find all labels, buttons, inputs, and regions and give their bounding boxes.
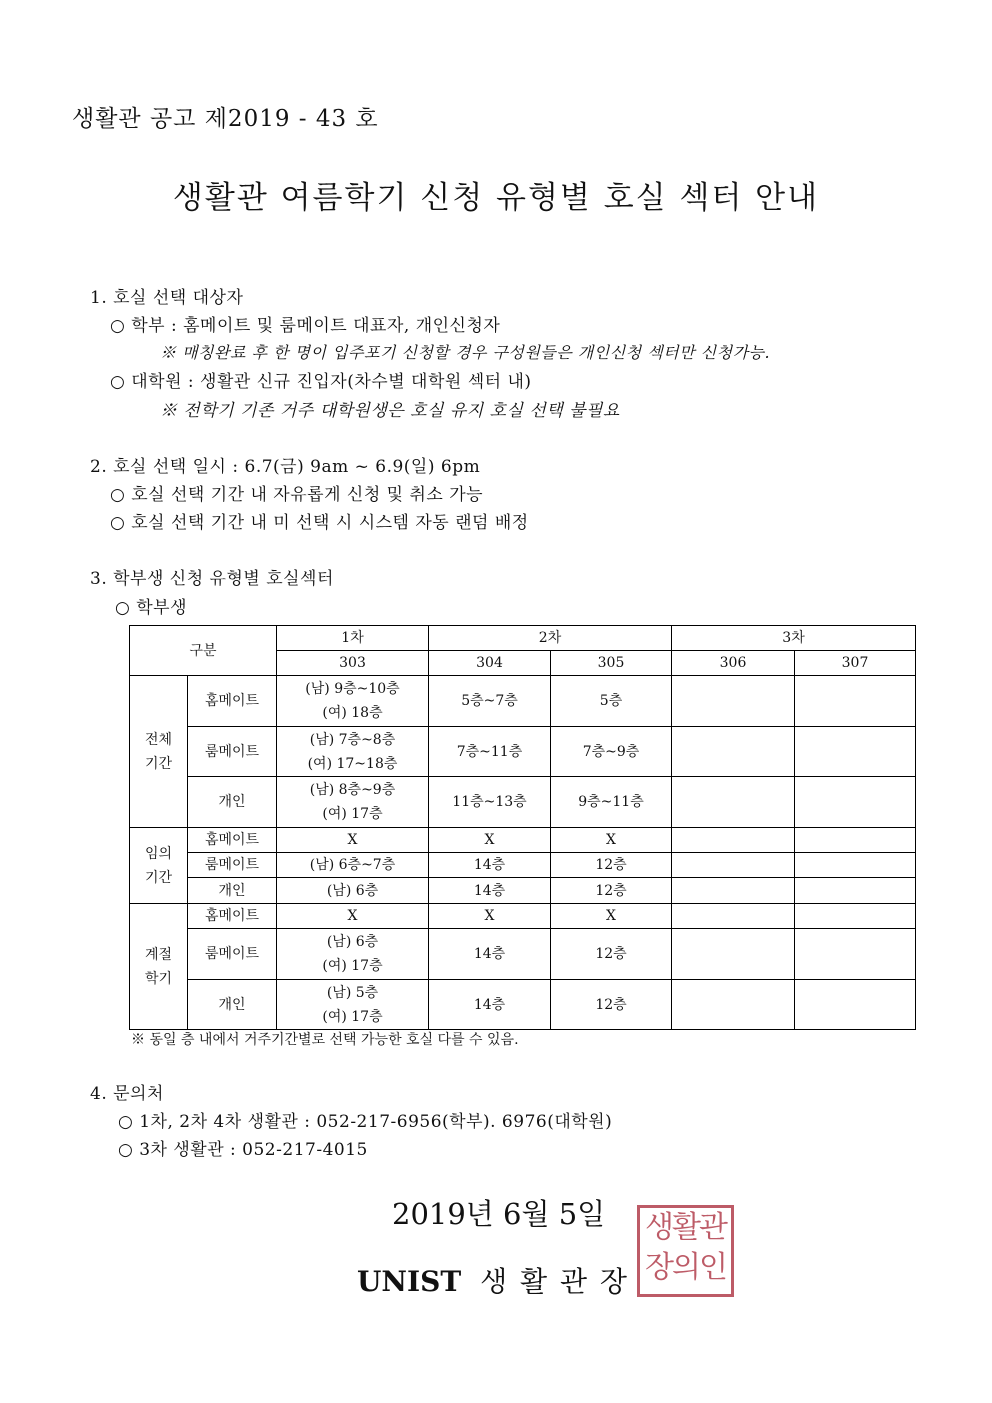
header-building-306: 306 — [672, 651, 795, 676]
cell-305: 12층 — [551, 980, 672, 1030]
signatory — [357, 1260, 629, 1300]
cell-303-male: (남) 9층~10층 — [305, 681, 400, 697]
cell-303 — [277, 929, 429, 980]
cell-303-male: (남) 5층 — [326, 984, 379, 1001]
cell-303-female: (여) 17~18층 — [307, 755, 398, 772]
cell-303-female: (여) 17층 — [322, 806, 383, 822]
period-label-line2: 기간 — [144, 755, 173, 772]
section-1-heading: 1. 호실 선택 대상자 — [90, 288, 244, 308]
table-row — [130, 904, 916, 929]
cell-303: (남) 6층~7층 — [277, 853, 429, 878]
type-cell: 룸메이트 — [188, 929, 277, 980]
cell-307 — [795, 828, 916, 853]
cell-306 — [672, 878, 795, 904]
period-label-line2: 학기 — [144, 970, 173, 987]
header-building-304: 304 — [429, 651, 551, 676]
cell-305: 9층~11층 — [551, 777, 672, 828]
table-row — [130, 980, 916, 1030]
cell-307 — [795, 980, 916, 1030]
table-row — [130, 929, 916, 980]
section-2-item-2: ○ 호실 선택 기간 내 미 선택 시 시스템 자동 랜덤 배정 — [110, 513, 529, 533]
type-cell: 홈메이트 — [188, 828, 277, 853]
cell-306 — [672, 727, 795, 777]
header-building-305: 305 — [551, 651, 672, 676]
cell-307 — [795, 676, 916, 727]
type-cell: 홈메이트 — [188, 676, 277, 727]
section-4-heading: 4. 문의처 — [90, 1084, 164, 1104]
cell-306 — [672, 929, 795, 980]
cell-303-male: (남) 8층~9층 — [309, 782, 396, 798]
type-cell: 개인 — [188, 777, 277, 828]
header-group-1: 1차 — [277, 626, 429, 651]
cell-303 — [277, 777, 429, 828]
stamp-line-1: 생활관 — [645, 1210, 726, 1245]
cell-303: (남) 6층 — [277, 878, 429, 904]
table-row — [130, 828, 916, 853]
type-cell: 룸메이트 — [188, 853, 277, 878]
cell-303: X — [277, 828, 429, 853]
cell-303-male: (남) 6층 — [326, 934, 379, 950]
header-building-307: 307 — [795, 651, 916, 676]
cell-303: X — [277, 904, 429, 929]
cell-306 — [672, 828, 795, 853]
section-1-item-grad: ○ 대학원 : 생활관 신규 진입자(차수별 대학원 섹터 내) — [110, 372, 532, 392]
cell-304: X — [429, 904, 551, 929]
org-latin: UNIST — [357, 1265, 462, 1298]
official-seal-stamp — [637, 1205, 734, 1297]
cell-304: X — [429, 828, 551, 853]
cell-304: 14층 — [429, 878, 551, 904]
cell-303 — [277, 727, 429, 777]
period-label-line1: 전체 — [144, 731, 173, 748]
header-corner: 구분 — [130, 626, 277, 676]
header-group-3: 3차 — [672, 626, 916, 651]
period-label-arbitrary — [130, 828, 188, 904]
cell-304: 14층 — [429, 980, 551, 1030]
type-cell: 홈메이트 — [188, 904, 277, 929]
section-1-note-undergrad: ※ 매칭완료 후 한 명이 입주포기 신청할 경우 구성원들은 개인신청 섹터만 신청가능. — [160, 343, 771, 362]
cell-305: 12층 — [551, 878, 672, 904]
cell-307 — [795, 929, 916, 980]
cell-305: 12층 — [551, 929, 672, 980]
contact-dorm-1-2-4: ○ 1차, 2차 4차 생활관 : 052-217-6956(학부). 6976(대학원) — [118, 1112, 613, 1132]
table-note: ※ 동일 층 내에서 거주기간별로 선택 가능한 호실 다를 수 있음. — [131, 1032, 519, 1048]
section-1-note-grad: ※ 전학기 기존 거주 대학원생은 호실 유지 호실 선택 불필요 — [160, 401, 620, 421]
notice-number: 생활관 공고 제2019 - 43 호 — [72, 106, 379, 132]
cell-305: 12층 — [551, 853, 672, 878]
type-cell: 개인 — [188, 878, 277, 904]
cell-306 — [672, 777, 795, 828]
stamp-line-2: 장의인 — [645, 1250, 726, 1285]
cell-306 — [672, 980, 795, 1030]
cell-307 — [795, 878, 916, 904]
table-row — [130, 777, 916, 828]
cell-303 — [277, 676, 429, 727]
cell-306 — [672, 676, 795, 727]
section-2-item-1: ○ 호실 선택 기간 내 자유롭게 신청 및 취소 가능 — [110, 485, 484, 505]
cell-304: 14층 — [429, 853, 551, 878]
table-row — [130, 676, 916, 727]
contact-dorm-3: ○ 3차 생활관 : 052-217-4015 — [118, 1140, 368, 1160]
cell-304: 11층~13층 — [429, 777, 551, 828]
cell-307 — [795, 853, 916, 878]
header-group-2: 2차 — [429, 626, 672, 651]
cell-303-female: (여) 17층 — [322, 1008, 383, 1025]
cell-306 — [672, 853, 795, 878]
cell-304: 5층~7층 — [429, 676, 551, 727]
table-row — [130, 853, 916, 878]
period-label-line1: 임의 — [144, 845, 173, 862]
section-1-item-undergrad: ○ 학부 : 홈메이트 및 룸메이트 대표자, 개인신청자 — [110, 316, 501, 336]
cell-304: 14층 — [429, 929, 551, 980]
issue-date: 2019년 6월 5일 — [392, 1197, 606, 1231]
cell-307 — [795, 904, 916, 929]
room-sector-table — [129, 625, 916, 1030]
period-label-seasonal — [130, 904, 188, 1030]
period-label-line1: 계절 — [144, 946, 173, 963]
cell-303-male: (남) 7층~8층 — [309, 731, 396, 748]
cell-305: X — [551, 904, 672, 929]
header-building-303: 303 — [277, 651, 429, 676]
period-label-full — [130, 676, 188, 828]
cell-305: X — [551, 828, 672, 853]
cell-305: 5층 — [551, 676, 672, 727]
table-row — [130, 727, 916, 777]
section-3-heading: 3. 학부생 신청 유형별 호실섹터 — [90, 569, 334, 589]
table-row — [130, 878, 916, 904]
cell-303-female: (여) 18층 — [322, 705, 383, 721]
cell-303 — [277, 980, 429, 1030]
section-3-sub: ○ 학부생 — [115, 598, 188, 618]
period-label-line2: 기간 — [144, 869, 173, 886]
type-cell: 룸메이트 — [188, 727, 277, 777]
cell-306 — [672, 904, 795, 929]
cell-303-female: (여) 17층 — [322, 958, 383, 974]
cell-307 — [795, 777, 916, 828]
type-cell: 개인 — [188, 980, 277, 1030]
cell-304: 7층~11층 — [429, 727, 551, 777]
cell-307 — [795, 727, 916, 777]
org-korean: 생 활 관 장 — [480, 1265, 629, 1298]
page-title: 생활관 여름학기 신청 유형별 호실 섹터 안내 — [172, 180, 820, 216]
section-2-heading: 2. 호실 선택 일시 : 6.7(금) 9am ~ 6.9(일) 6pm — [90, 457, 481, 477]
cell-305: 7층~9층 — [551, 727, 672, 777]
